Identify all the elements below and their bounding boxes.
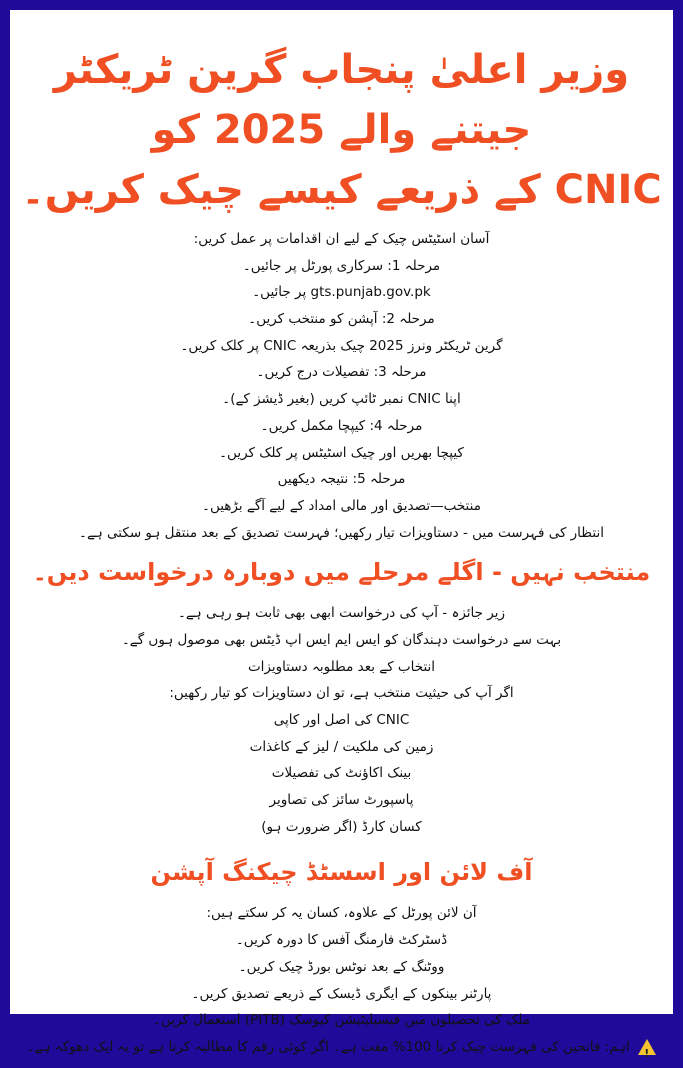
result-waiting: انتظار کی فہرست میں - دستاویزات تیار رکھیں؛ فہرست تصدیق کے بعد منتقل ہو سکتی ہے۔ — [79, 524, 604, 541]
document-item: پاسپورٹ سائز کی تصاویر — [269, 792, 414, 809]
offline-item: ڈسٹرکٹ فارمنگ آفس کا دورہ کریں۔ — [235, 932, 448, 949]
result-selected: منتخب—تصدیق اور مالی امداد کے لیے آگے بڑھیں۔ — [202, 497, 481, 514]
step-3: مرحلہ 3: تفصیلات درج کریں۔ — [256, 364, 427, 381]
review-section — [10, 600, 673, 840]
review-text: زیر جائزہ - آپ کی درخواست ابھی بھی ثابت ہو رہی ہے۔ — [177, 605, 506, 622]
step-2: مرحلہ 2: آپشن کو منتخب کریں۔ — [248, 311, 435, 328]
step-4: مرحلہ 4: کیپچا مکمل کریں۔ — [260, 417, 423, 434]
document-page — [10, 10, 673, 1055]
offline-item: پارٹنر بینکوں کے ایگری ڈیسک کے ذریعے تصدیق کریں۔ — [191, 985, 492, 1002]
document-item: CNIC کی اصل اور کاپی — [273, 712, 410, 728]
step-4-detail: کیپچا بھریں اور چیک اسٹیٹس پر کلک کریں۔ — [219, 444, 464, 461]
offline-intro: آن لائن پورٹل کے علاوہ، کسان یہ کر سکتے ہیں: — [206, 905, 477, 922]
document-item: کسان کارڈ (اگر ضرورت ہو) — [261, 818, 422, 835]
document-item: زمین کی ملکیت / لیز کے کاغذات — [249, 738, 434, 755]
warning-icon — [638, 1039, 656, 1055]
warning-note — [10, 1034, 673, 1061]
documents-heading: انتخاب کے بعد مطلوبہ دستاویزات — [247, 658, 436, 675]
intro-text: آسان اسٹیٹس چیک کے لیے ان اقدامات پر عمل کریں: — [193, 231, 490, 247]
not-selected-heading: منتخب نہیں - اگلے مرحلے میں دوبارہ درخواست دیں۔ — [32, 558, 651, 587]
documents-intro: اگر آپ کی حیثیت منتخب ہے، تو ان دستاویزات کو تیار رکھیں: — [169, 685, 514, 702]
warning-text: اہم: فاتحین کی فہرست چیک کرنا 100% مفت ہے۔ اگر کوئی رقم کا مطالبہ کرتا ہے تو یہ ایک دھوکہ ہے۔ — [26, 1038, 630, 1055]
title-line-2: CNIC کے ذریعے کیسے چیک کریں۔ — [21, 167, 662, 213]
document-item: بینک اکاؤنٹ کی تفصیلات — [271, 765, 412, 782]
step-1: مرحلہ 1: سرکاری پورٹل پر جائیں۔ — [242, 257, 441, 274]
offline-heading: آف لائن اور اسسٹڈ چیکنگ آپشن — [150, 858, 533, 887]
steps-section — [10, 226, 673, 546]
sms-text: بہت سے درخواست دہندگان کو ایس ایم ایس اپ ڈیٹس بھی موصول ہوں گے۔ — [121, 631, 562, 648]
step-5: مرحلہ 5: نتیجہ دیکھیں — [277, 471, 406, 488]
step-2-detail: گرین ٹریکٹر ونرز 2025 چیک بذریعہ CNIC پر کلک کریں۔ — [180, 337, 503, 354]
offline-section — [10, 900, 673, 1060]
portal-url: gts.punjab.gov.pk پر جائیں۔ — [252, 284, 431, 301]
offline-item: ووٹنگ کے بعد نوٹس بورڈ چیک کریں۔ — [238, 958, 445, 975]
page-title — [10, 40, 673, 220]
title-line-1: وزیر اعلیٰ پنجاب گرین ٹریکٹر جیتنے والے 2025 کو — [53, 47, 630, 153]
offline-item: ملک کی تحصیلوں میں فیسیلیٹیشن کیوسک (PITB) استعمال کریں۔ — [153, 1012, 530, 1029]
step-3-detail: اپنا CNIC نمبر ٹائپ کریں (بغیر ڈیشز کے)۔ — [222, 391, 461, 408]
